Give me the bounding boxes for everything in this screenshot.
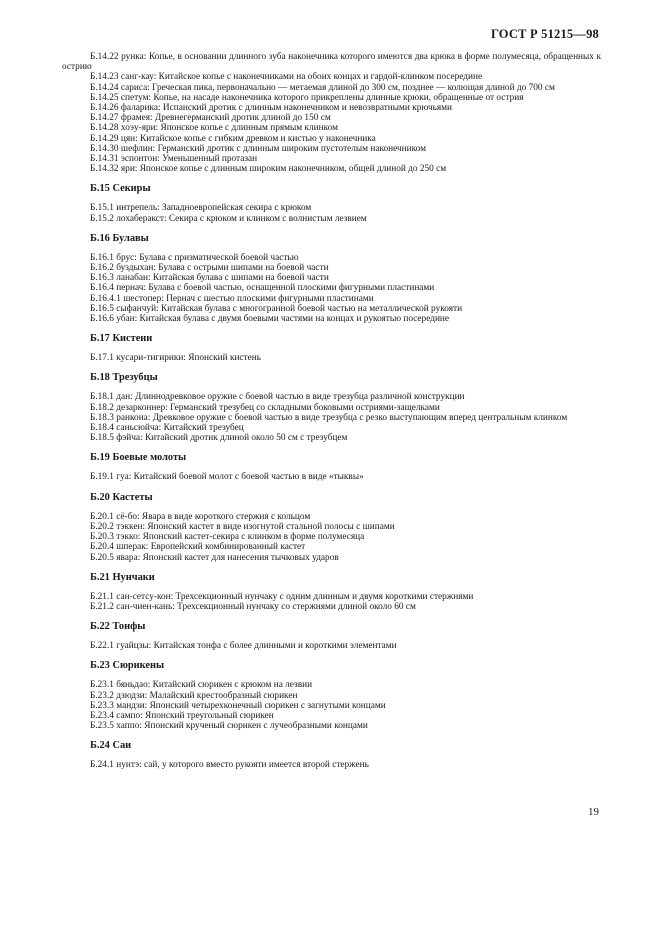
section [62, 452, 601, 482]
section-heading: Б.23 Сюрикены [90, 660, 165, 672]
section [62, 333, 601, 363]
section-heading: Б.24 Саи [90, 740, 132, 752]
term-entry: Б.17.1 кусари-тигирики: Японский кистень [90, 353, 261, 364]
section-heading: Б.20 Кастеты [90, 491, 153, 503]
term-entry: Б.24.1 нунтэ: сай, у которого вместо рукояти имеется второй стержень [90, 760, 369, 771]
term-entry: Б.16.6 убан: Китайская булава с двумя боевыми частями на концах и рукоятью посередине [90, 314, 450, 325]
term-entry: Б.14.29 цян: Китайское копье с гибким древком и кистью у наконечника [90, 133, 376, 144]
section [62, 572, 601, 612]
section [62, 233, 601, 324]
term-entry: Б.14.26 фаларика: Испанский дротик с длинным наконечником и невозвратными крючьями [90, 103, 453, 114]
term-entry: Б.16.5 сыфанчуй: Китайская булава с многогранной боевой частью на металлической рукояти [90, 303, 463, 314]
term-entry: Б.16.3 ланабан: Китайская булава с шипами на боевой части [90, 273, 329, 284]
term-entry: Б.15.1 интрепель: Западноевропейская секира с крюком [90, 203, 312, 214]
section [62, 740, 601, 770]
term-entry: Б.20.1 сё-бо: Явара в виде короткого стержня с кольцом [90, 511, 311, 522]
term-entry: Б.14.24 сариса: Греческая пика, первоначально — метаемая длиной до 300 см, позднее — колющая длиной до 700 см [90, 82, 555, 93]
term-entry: Б.18.3 ранкона: Древковое оружие с боевой частью в виде трезубца с резко выступающим вперед центральным клинком [90, 412, 568, 423]
term-entry: Б.16.2 буздыхан: Булава с острыми шипами на боевой части [90, 263, 329, 274]
section [62, 52, 601, 174]
term-entry: Б.20.2 тэккен: Японский кастет в виде изогнутой стальной полосы с шипами [90, 521, 395, 532]
term-entry: Б.18.5 фэйча: Китайский дротик длиной около 50 см с трезубцем [90, 433, 348, 444]
section-heading: Б.16 Булавы [90, 232, 149, 244]
term-entry: Б.14.28 хоэу-яри: Японское копье с длинным прямым клинком [90, 123, 338, 134]
section-heading: Б.18 Трезубцы [90, 372, 158, 384]
document-header: ГОСТ Р 51215—98 [490, 27, 599, 41]
term-entry: Б.14.25 спетум: Копье, на насаде наконечника которого прикреплены длинные крюки, обращенные от острия [90, 92, 524, 103]
term-entry: Б.19.1 гуа: Китайский боевой молот с боевой частью в виде «тыквы» [90, 472, 364, 483]
section-heading: Б.17 Кистени [90, 333, 153, 345]
term-entry: Б.14.31 эспонтон: Уменьшенный протазан [90, 154, 258, 165]
term-entry: Б.14.22 рунка: Копье, в основании длинного зуба наконечника которого имеются два крюка в форме полумесяца, обращенных к острию [62, 52, 601, 73]
section-heading: Б.22 Тонфы [90, 621, 146, 633]
term-entry: Б.23.4 сампо: Японский треугольный сюрикен [90, 710, 274, 721]
term-entry: Б.21.1 сан-сетсу-кон: Трехсекционный нунчаку с одним длинным и двумя короткими стержнями [90, 591, 474, 602]
term-entry: Б.18.1 дан: Длиннодревковое оружие с боевой частью в виде трезубца различной конструкции [90, 392, 465, 403]
term-entry: Б.23.1 бяньдао: Китайский сюрикен с крюком на лезвии [90, 680, 313, 691]
term-entry: Б.14.23 санг-кау: Китайское копье с наконечниками на обоих концах и гардой-клинком посередине [90, 72, 483, 83]
term-entry: Б.16.4.1 шестопер: Пернач с шестью плоскими фигурными пластинами [90, 293, 374, 304]
term-entry: Б.15.2 лохаберакст: Секира с крюком и клинком с волнистым лезвием [90, 213, 367, 224]
term-entry: Б.16.1 брус: Булава с призматической боевой частью [90, 252, 299, 263]
section [62, 492, 601, 563]
term-entry: Б.18.4 саньсюйча: Китайский трезубец [90, 423, 244, 434]
term-entry: Б.21.2 сан-чиен-кань: Трехсекционный нунчаку со стержнями длиной около 60 см [90, 601, 416, 612]
section [62, 183, 601, 223]
term-entry: Б.14.32 яри: Японское копье с длинным широким наконечником, общей длиной до 250 см [90, 164, 447, 175]
term-entry: Б.23.2 дзюдзи: Малайский крестообразный сюрикен [90, 690, 298, 701]
term-entry: Б.20.3 тэкко: Японский кастет-секира с клинком в форме полумесяца [90, 532, 365, 543]
term-entry: Б.23.3 мандзи: Японский четырехконечный сюрикен с загнутыми концами [90, 700, 386, 711]
page-number: 19 [588, 806, 599, 818]
term-entry: Б.14.27 фрамея: Древнегерманский дротик длиной до 150 см [90, 113, 331, 124]
term-entry: Б.16.4 пернач: Булава с боевой частью, оснащенной плоскими фигурными пластинами [90, 283, 435, 294]
section [62, 660, 601, 731]
document-body [62, 52, 601, 771]
term-entry: Б.22.1 гуайцзы: Китайская тонфа с более длинными и короткими элементами [90, 641, 397, 652]
section-heading: Б.19 Боевые молоты [90, 452, 187, 464]
term-entry: Б.20.5 явара: Японский кастет для нанесения тычковых ударов [90, 552, 339, 563]
term-entry: Б.23.5 хаппо: Японский крученый сюрикен с лучеобразными концами [90, 721, 368, 732]
section [62, 621, 601, 651]
term-entry: Б.14.30 шефлин: Германский дротик с длинным широким пустотелым наконечником [90, 143, 427, 154]
section-heading: Б.21 Нунчаки [90, 571, 155, 583]
term-entry: Б.18.2 дезарконнер: Германский трезубец со складными боковыми остриями-защелками [90, 402, 440, 413]
term-entry: Б.20.4 шперак: Европейский комбинированный кастет [90, 542, 306, 553]
section [62, 372, 601, 443]
section-heading: Б.15 Секиры [90, 183, 151, 195]
